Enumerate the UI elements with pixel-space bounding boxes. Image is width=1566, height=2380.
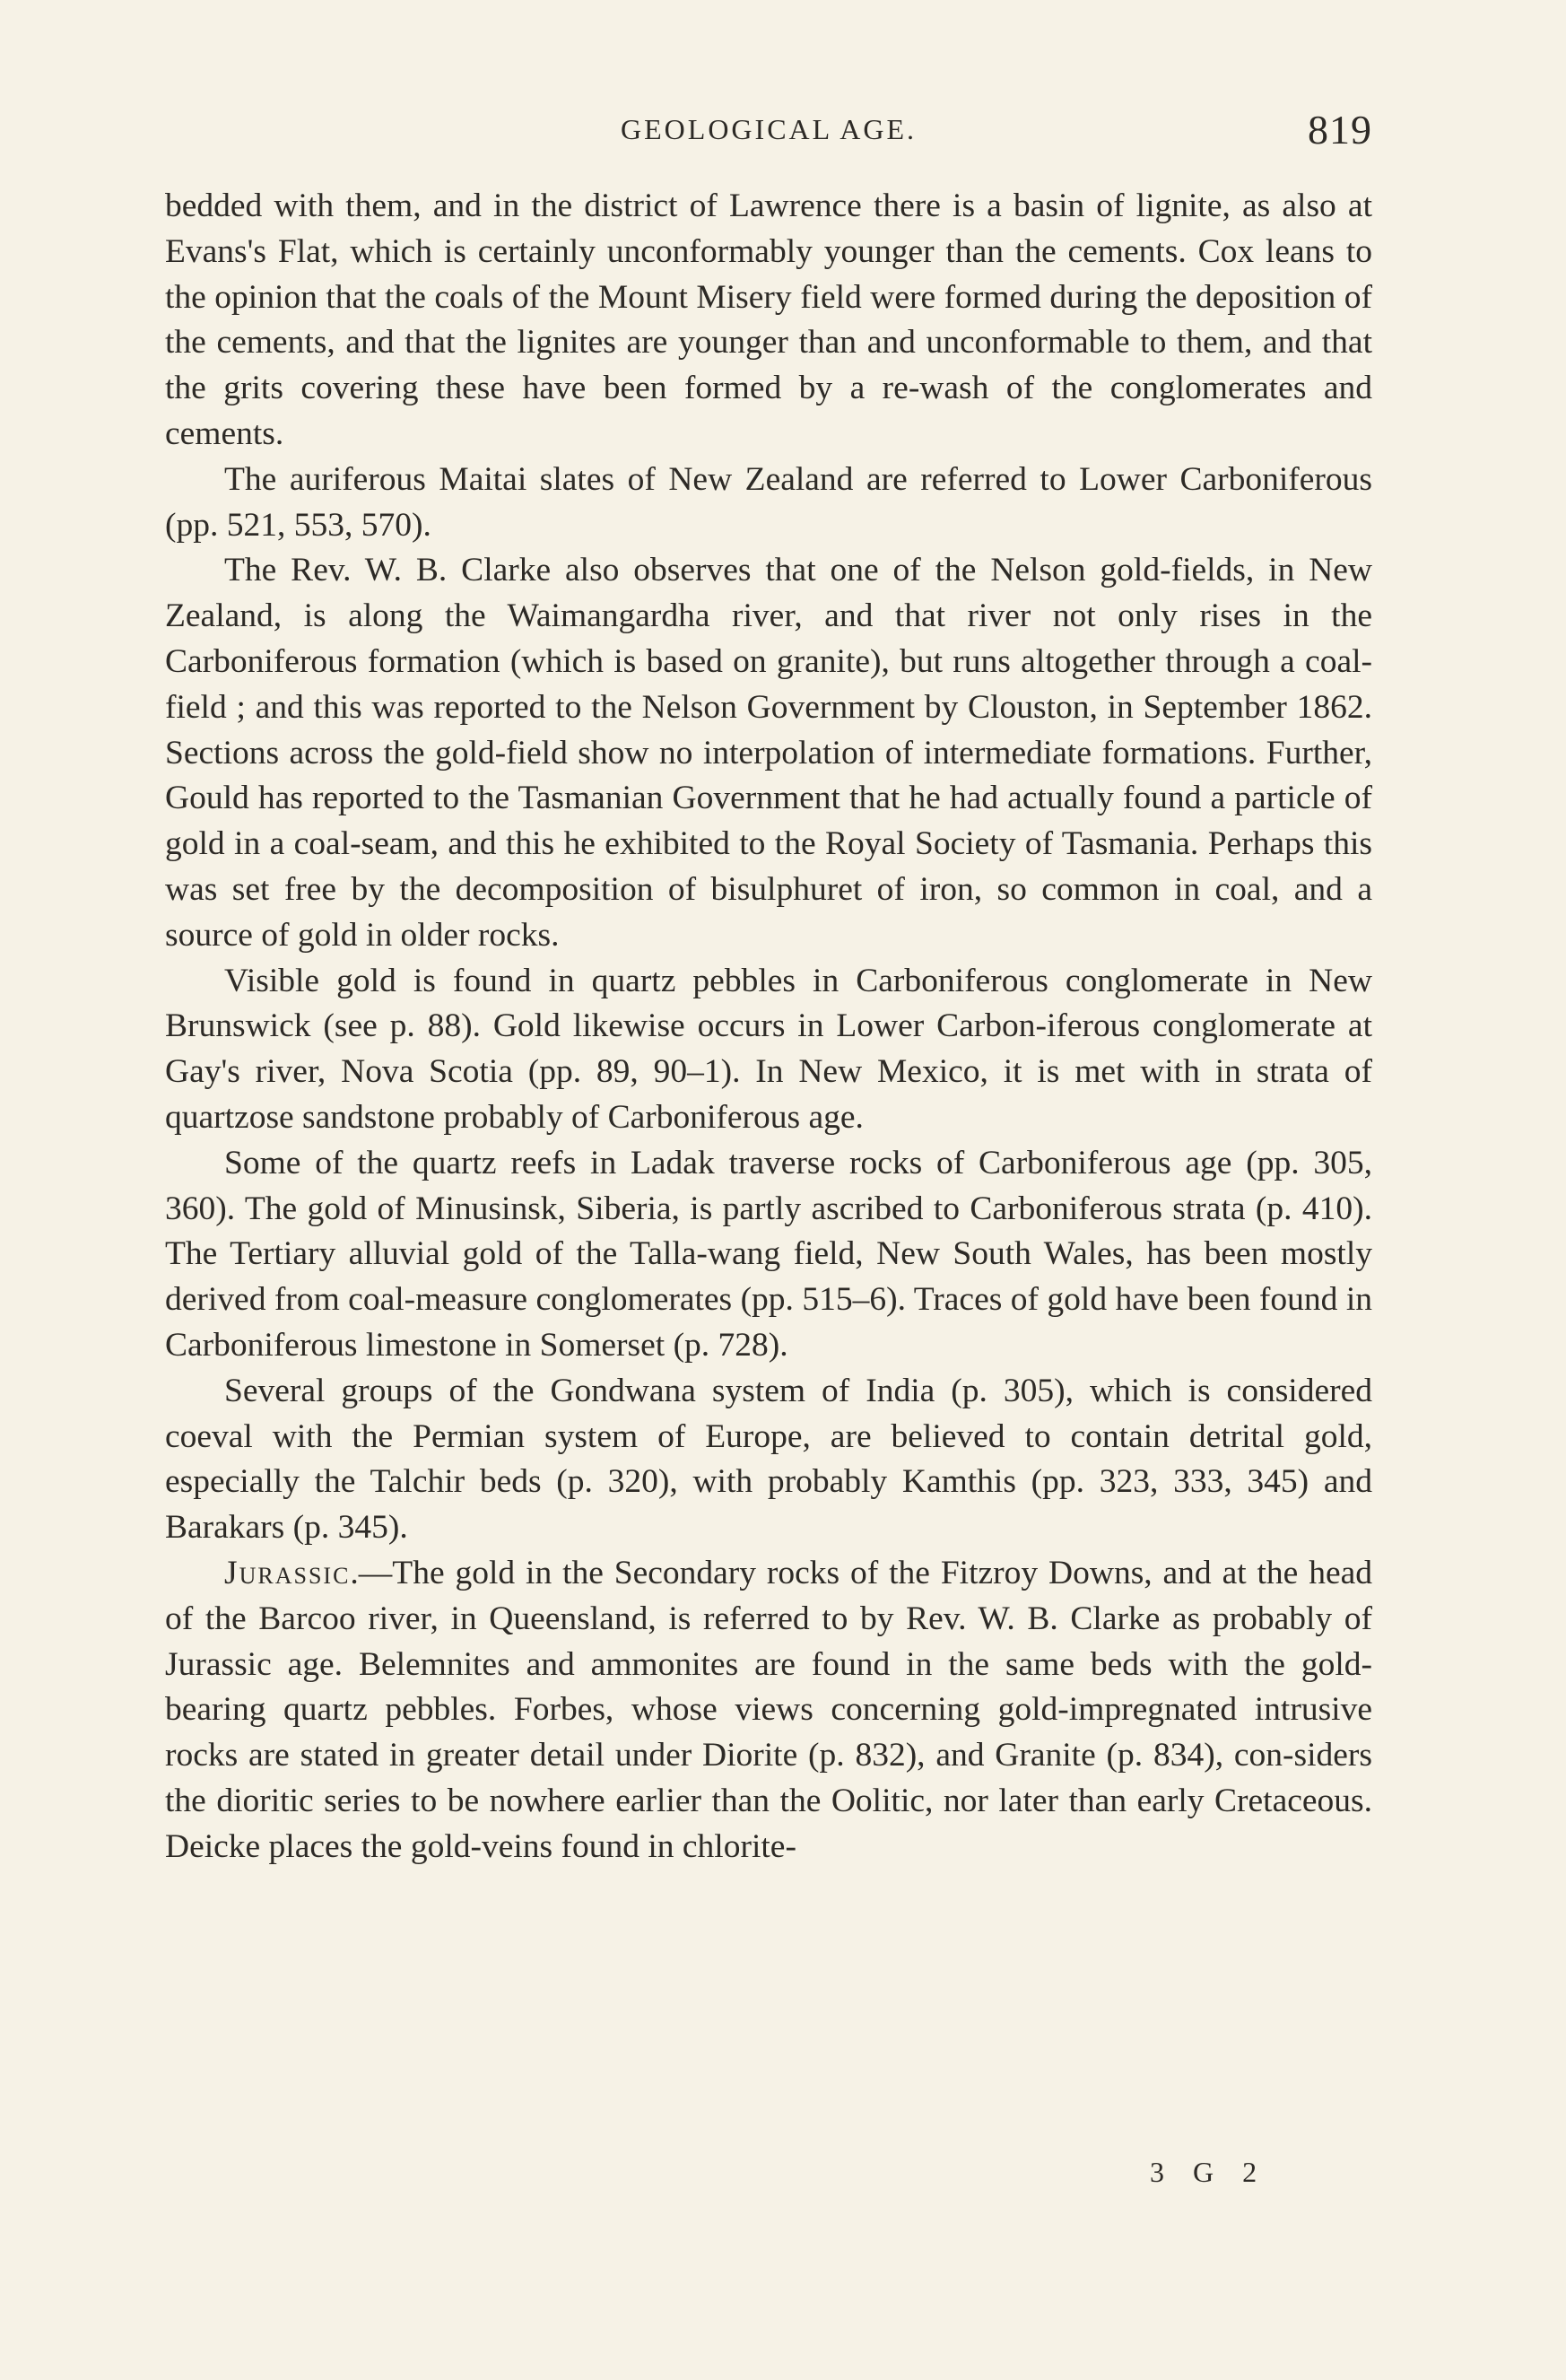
jurassic-text: .—The gold in the Secondary rocks of the Fitzroy Downs, and at the head of the Barcoo river, in Queensland, is referred to by Rev. W. B. Clarke as probably of Jurassic age. Belemnites and ammonites are found in the same beds with the gold-bearing quartz pebbles. Forbes, whose views concerning gold-impregnated intrusive rocks are stated in greater detail under Diorite (p. 832), and Granite (p. 834), con-siders the dioritic series to be nowhere earlier than the Oolitic, nor later than early Cretaceous. Deicke places the gold-veins found in chlorite- xyxy=(165,1554,1372,1865)
paragraph-jurassic xyxy=(165,1551,1372,1870)
header-title: GEOLOGICAL AGE. xyxy=(621,113,917,145)
jurassic-heading: Jurassic xyxy=(224,1554,351,1591)
body-text xyxy=(165,184,1372,1870)
paragraph-maitai-slates: The auriferous Maitai slates of New Zealand are referred to Lower Carboniferous (pp. 521, 553, 570). xyxy=(165,460,1372,544)
paragraph-continuation: bedded with them, and in the district of Lawrence there is a basin of lignite, as also at Evans's Flat, which is certainly unconformably younger than the cements. Cox leans to the opinion that the coals of the Mount Misery field were formed during the deposition of the cements, and that the lignites are younger than and unconformable to them, and that the grits covering these have been formed by a re-wash of the conglomerates and cements. xyxy=(165,187,1372,452)
paragraph-nelson-goldfields: The Rev. W. B. Clarke also observes that one of the Nelson gold-fields, in New Zealand, is along the Waimangardha river, and that river not only rises in the Carboniferous formation (which is based on granite), but runs altogether through a coal-field ; and this was reported to the Nelson Government by Clouston, in September 1862. Sections across the gold-field show no interpolation of intermediate formations. Further, Gould has reported to the Tasmanian Government that he had actually found a particle of gold in a coal-seam, and this he exhibited to the Royal Society of Tasmania. Perhaps this was set free by the decomposition of bisulphuret of iron, so common in coal, and a source of gold in older rocks. xyxy=(165,552,1372,954)
page-number: 819 xyxy=(1308,107,1372,153)
signature-mark: 3 G 2 xyxy=(1150,2156,1268,2188)
paragraph-ladak-reefs: Some of the quartz reefs in Ladak traverse rocks of Carboniferous age (pp. 305, 360). The gold of Minusinsk, Siberia, is partly ascribed to Carboniferous strata (p. 410). The Tertiary alluvial gold of the Talla-wang field, New South Wales, has been mostly derived from coal-measure conglomerates (pp. 515–6). Traces of gold have been found in Carboniferous limestone in Somerset (p. 728). xyxy=(165,1144,1372,1364)
paragraph-gondwana: Several groups of the Gondwana system of India (p. 305), which is considered coeval with the Permian system of Europe, are believed to contain detrital gold, especially the Talchir beds (p. 320), with probably Kamthis (pp. 323, 333, 345) and Barakars (p. 345). xyxy=(165,1372,1372,1547)
running-head xyxy=(165,106,1372,160)
paragraph-visible-gold: Visible gold is found in quartz pebbles in Carboniferous conglomerate in New Brunswick (see p. 88). Gold likewise occurs in Lower Carbon-iferous conglomerate at Gay's river, Nova Scotia (pp. 89, 90–1). In New Mexico, it is met with in strata of quartzose sandstone probably of Carboniferous age. xyxy=(165,962,1372,1136)
